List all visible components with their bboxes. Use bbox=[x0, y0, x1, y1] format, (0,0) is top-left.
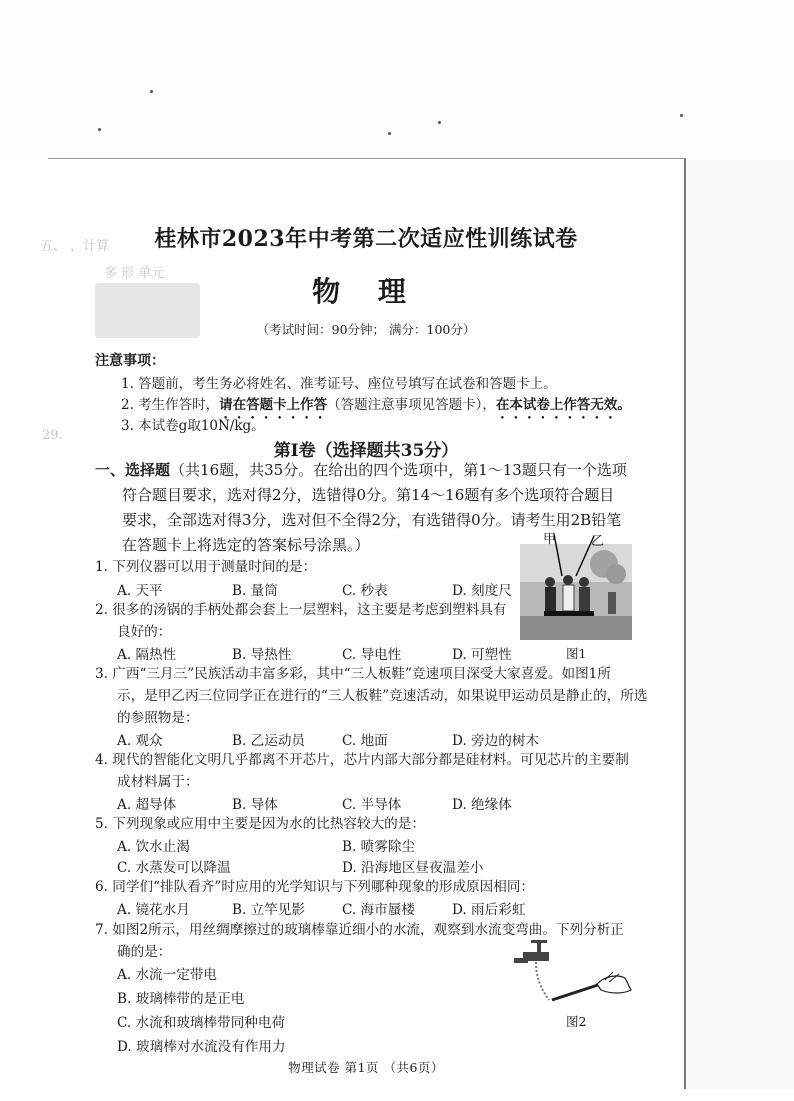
notice-item-2-emphasis: 请在答题卡上作答 bbox=[219, 397, 328, 413]
q4-option-b: B. 导体 bbox=[232, 797, 278, 813]
q2-option-d: D. 可塑性 bbox=[452, 647, 512, 663]
q7-option-b: B. 玻璃棒带的是正电 bbox=[117, 991, 245, 1007]
q6-option-b: B. 立竿见影 bbox=[232, 902, 306, 918]
notice-heading: 注意事项： bbox=[95, 353, 165, 369]
figure-2-diagram bbox=[505, 940, 645, 1015]
section-1-line-3: 要求，全部选对得3分，选对但不全得2分，有选错得0分。请考生用2B铅笔 bbox=[122, 511, 622, 529]
q1-option-c: C. 秒表 bbox=[342, 583, 388, 599]
question-4-stem-2: 成材料属于： bbox=[117, 774, 199, 790]
notice-item-1: 1. 答题前，考生务必将姓名、准考证号、座位号填写在试卷和答题卡上。 bbox=[121, 376, 557, 392]
q6-option-a: A. 镜花水月 bbox=[117, 902, 190, 918]
notice-item-2-warning: 在本试卷上作答无效。 bbox=[495, 397, 631, 413]
scan-speck bbox=[98, 128, 101, 131]
question-3-stem-3: 的参照物是： bbox=[117, 710, 199, 726]
exam-title: 桂林市2023年中考第二次适应性训练试卷 bbox=[154, 226, 578, 252]
q7-option-a: A. 水流一定带电 bbox=[117, 967, 218, 983]
section-number: 一、 bbox=[95, 461, 126, 479]
section-1-line-2: 符合题目要求，选对得2分，选错得0分。第14～16题有多个选项符合题目 bbox=[122, 486, 615, 504]
section-name: 选择题 bbox=[125, 461, 171, 479]
q1-option-d: D. 刻度尺 bbox=[452, 583, 512, 599]
question-6-stem: 6. 同学们“排队看齐”时应用的光学知识与下列哪种现象的形成原因相同： bbox=[95, 879, 535, 895]
q6-option-c: C. 海市蜃楼 bbox=[342, 902, 415, 918]
question-7-stem-1: 7. 如图2所示，用丝绸摩擦过的玻璃棒靠近细小的水流，观察到水流变弯曲。下列分析正 bbox=[95, 922, 624, 938]
scan-speck bbox=[680, 114, 683, 117]
next-page-edge bbox=[686, 160, 794, 1090]
section-1-intro bbox=[95, 460, 627, 480]
q6-option-d: D. 雨后彩虹 bbox=[452, 902, 526, 918]
figure-1-mark-jia: 甲 bbox=[543, 532, 557, 547]
q3-option-a: A. 观众 bbox=[117, 733, 163, 749]
q5-option-a: A. 饮水止渴 bbox=[117, 839, 190, 855]
figure-1-mark-yi: 乙 bbox=[591, 534, 605, 549]
q5-option-c: C. 水蒸发可以降温 bbox=[117, 860, 231, 876]
section-1-line-1: （共16题，共35分。在给出的四个选项中，第1～13题只有一个选项 bbox=[170, 461, 627, 479]
figure-1-label: 图1 bbox=[566, 646, 587, 661]
scan-speck bbox=[388, 132, 391, 135]
q3-option-d: D. 旁边的树木 bbox=[452, 733, 540, 749]
q4-option-d: D. 绝缘体 bbox=[452, 797, 512, 813]
scan-speck bbox=[438, 121, 441, 124]
q2-option-b: B. 导热性 bbox=[232, 647, 292, 663]
scan-speck bbox=[150, 90, 153, 93]
question-5-stem: 5. 下列现象或应用中主要是因为水的比热容较大的是： bbox=[95, 816, 425, 832]
subject-title: 物 理 bbox=[312, 275, 420, 308]
q3-option-b: B. 乙运动员 bbox=[232, 733, 306, 749]
q3-option-c: C. 地面 bbox=[342, 733, 388, 749]
section-1-line-4: 在答题卡上将选定的答案标号涂黑。） bbox=[122, 536, 370, 554]
figure-2-label: 图2 bbox=[566, 1014, 587, 1029]
q2-option-c: C. 导电性 bbox=[342, 647, 402, 663]
scan-background bbox=[0, 0, 794, 160]
question-2-stem-1: 2. 很多的汤锅的手柄处都会套上一层塑料，这主要是考虑到塑料具有 bbox=[95, 602, 507, 618]
q5-option-d: D. 沿海地区昼夜温差小 bbox=[342, 860, 484, 876]
question-3-stem-1: 3. 广西“三月三”民族活动丰富多彩，其中“三人板鞋”竞速项目深受大家喜爱。如图1所 bbox=[95, 666, 611, 682]
part-1-heading: 第Ⅰ卷（选择题共35分） bbox=[273, 441, 459, 461]
question-3-stem-2: 示，是甲乙丙三位同学正在进行的“三人板鞋”竞速活动，如果说甲运动员是静止的，所选 bbox=[117, 688, 648, 704]
notice-item-2-middle: （答题注意事项见答题卡）， bbox=[327, 397, 496, 413]
question-2-stem-2: 良好的： bbox=[117, 624, 172, 640]
q7-option-d: D. 玻璃棒对水流没有作用力 bbox=[117, 1039, 286, 1055]
figure-1-photo bbox=[520, 530, 635, 650]
q2-option-a: A. 隔热性 bbox=[117, 647, 177, 663]
q5-option-b: B. 喷雾除尘 bbox=[342, 839, 416, 855]
question-7-stem-2: 确的是： bbox=[117, 944, 172, 960]
notice-item-2-prefix: 2. 考生作答时， bbox=[121, 397, 220, 413]
notice-item-3: 3. 本试卷g取10N/kg。 bbox=[121, 418, 265, 434]
bleed-through-text: 多 形 单元 bbox=[104, 266, 165, 281]
q4-option-c: C. 半导体 bbox=[342, 797, 402, 813]
question-1-stem: 1. 下列仪器可以用于测量时间的是： bbox=[95, 559, 317, 575]
q4-option-a: A. 超导体 bbox=[117, 797, 177, 813]
exam-info: （考试时间：90分钟； 满分：100分） bbox=[256, 322, 476, 337]
question-4-stem-1: 4. 现代的智能化文明几乎都离不开芯片，芯片内部大部分都是硅材料。可见芯片的主要制 bbox=[95, 752, 629, 768]
q1-option-a: A. 天平 bbox=[117, 583, 163, 599]
q7-option-c: C. 水流和玻璃棒带同种电荷 bbox=[117, 1015, 286, 1031]
page-footer: 物理试卷 第1页 （共6页） bbox=[288, 1060, 444, 1075]
q1-option-b: B. 量筒 bbox=[232, 583, 278, 599]
bleed-through-text: 五、 ，计算 bbox=[40, 239, 110, 254]
bleed-through-text: 29. bbox=[42, 428, 63, 443]
